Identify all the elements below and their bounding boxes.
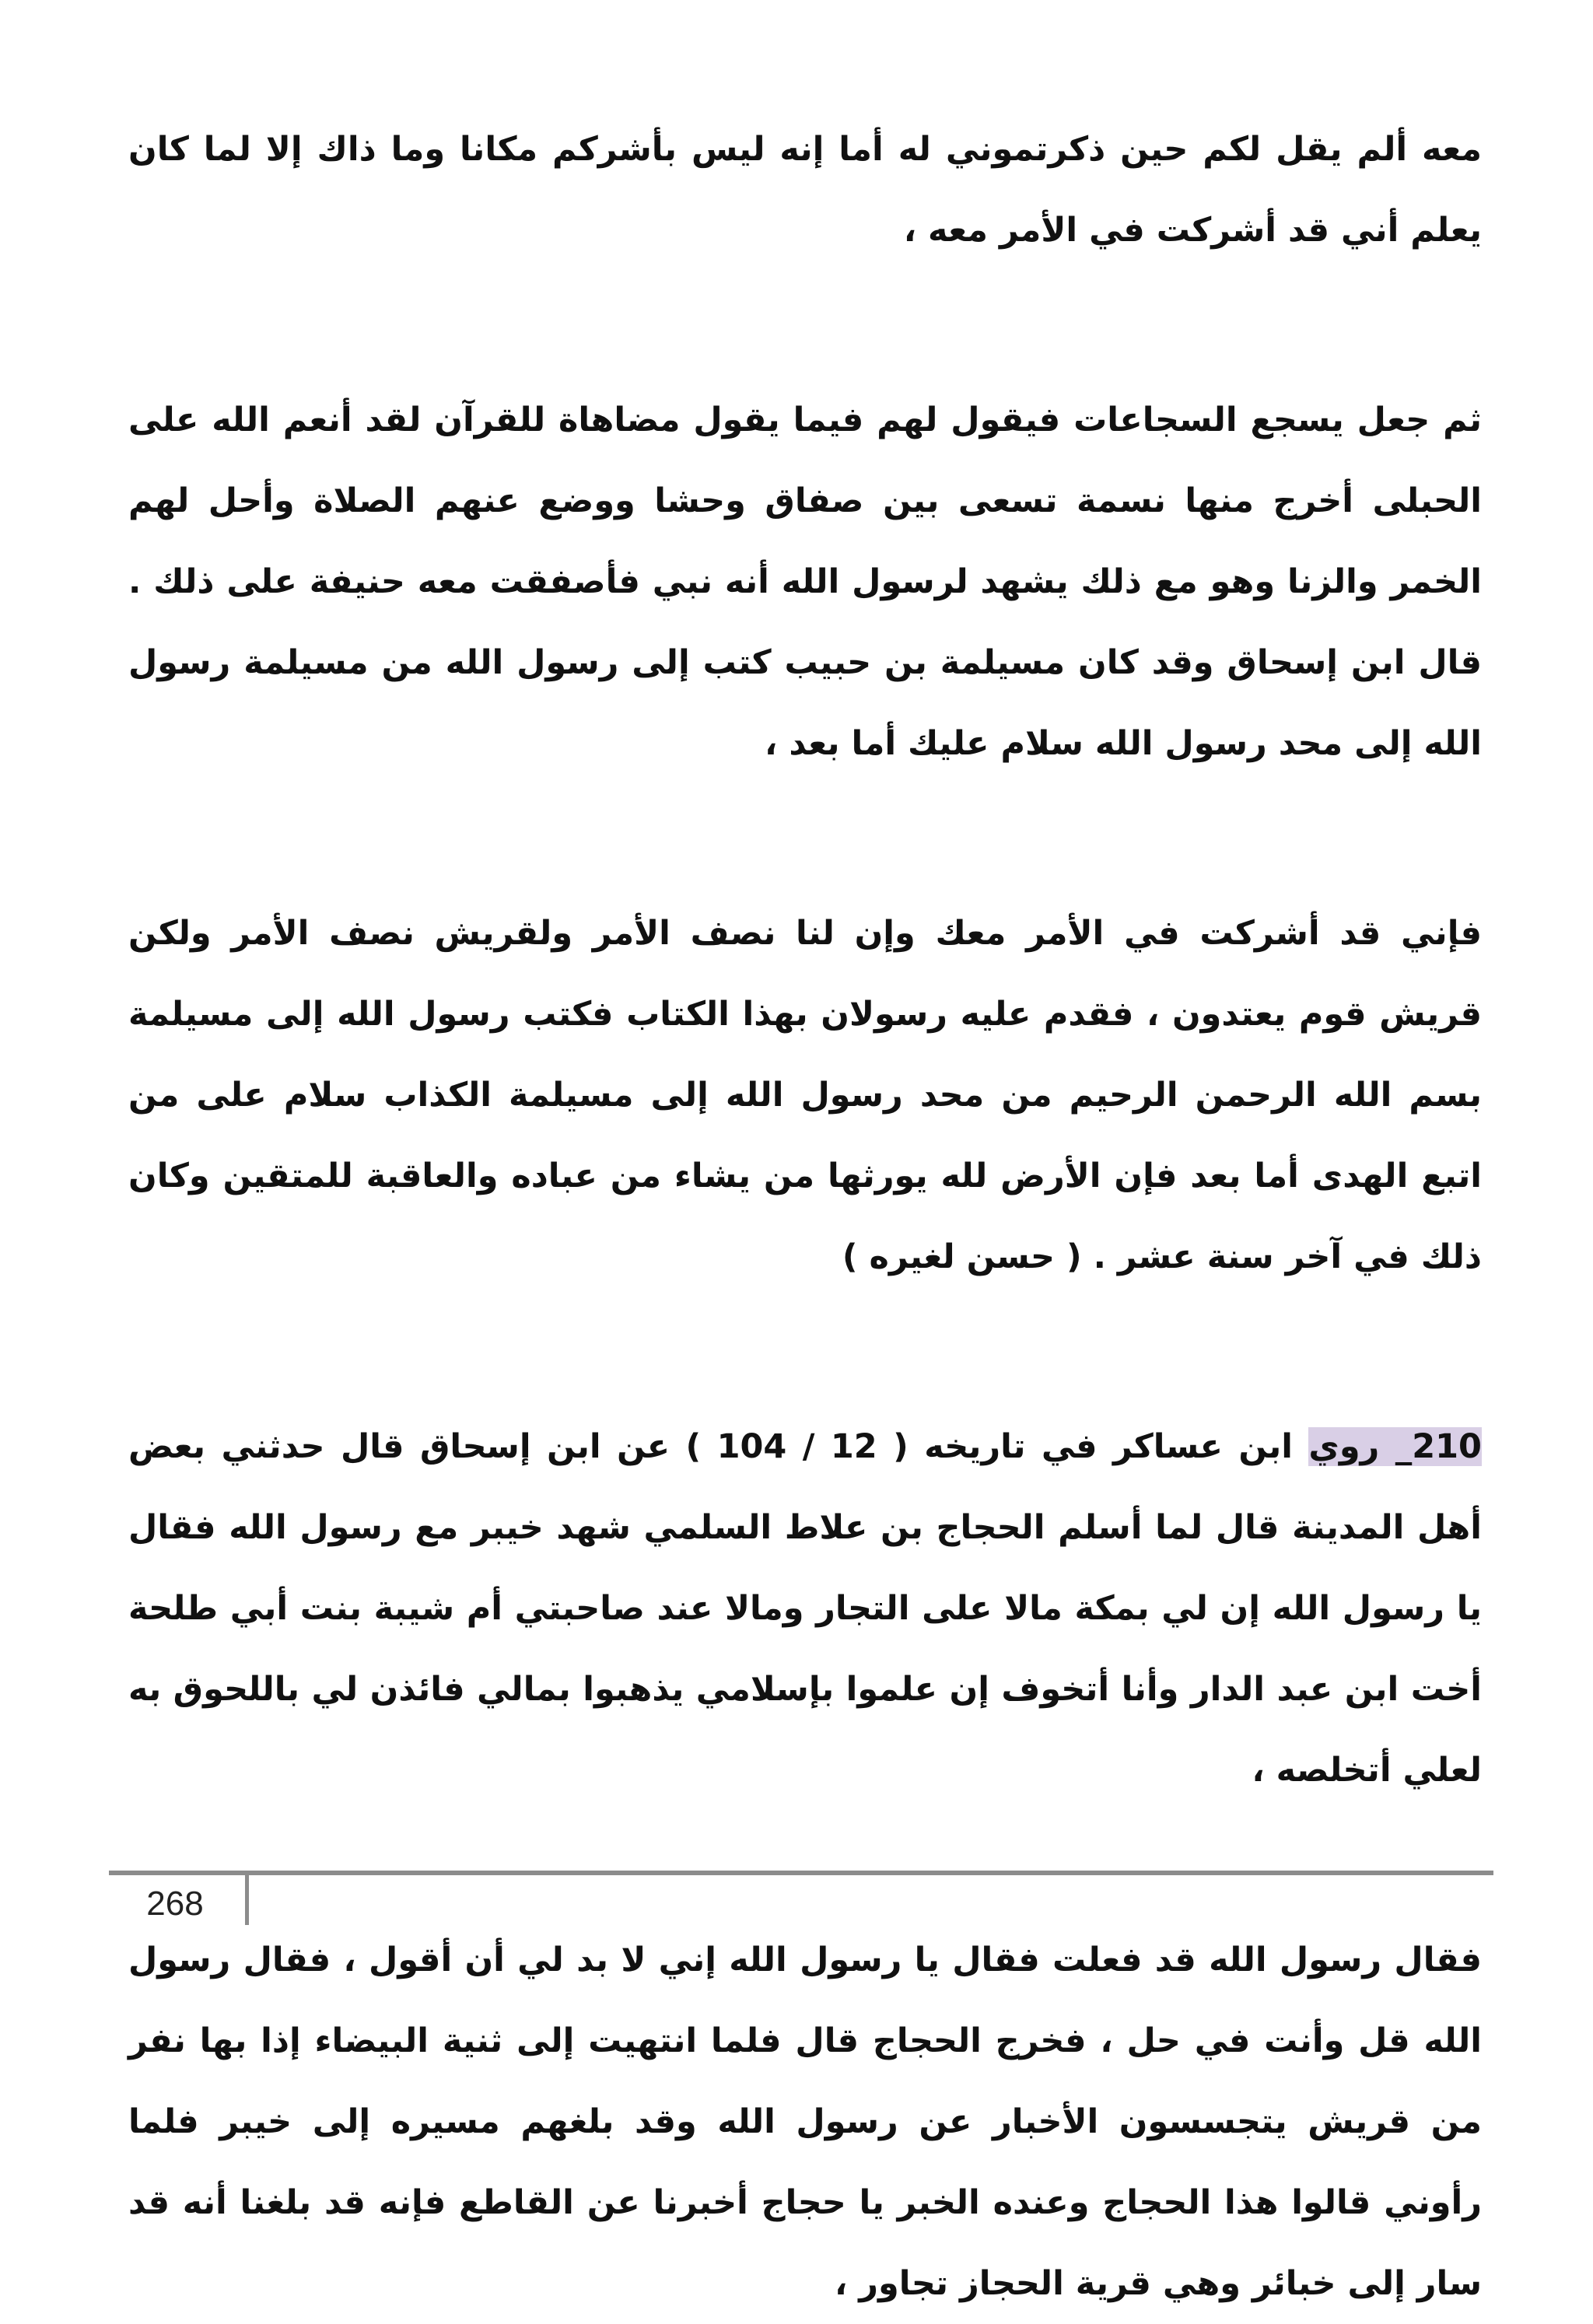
paragraph-3-text: فإني قد أشركت في الأمر معك وإن لنا نصف الأمر ولقريش نصف الأمر ولكن قريش قوم يعتدون ، فقدم عليه رسولان بهذا الكتاب فكتب رسول الله إلى مسيلمة بسم الله الرحمن الرحيم من محد رسول الله إلى مسيلمة الكذاب سلام على من اتبع الهدى أما بعد فإن الأرض لله يورثها من يشاء من عباده والعاقبة للمتقين وكان ذلك في آخر سنة عشر . ( حسن لغيره )	[128, 914, 1482, 1276]
footer-rule	[109, 1871, 1493, 1875]
paragraph-5-text: فقال رسول الله قد فعلت فقال يا رسول الله إني لا بد لي أن أقول ، فقال رسول الله قل وأنت في حل ، فخرج الحجاج قال فلما انتهيت إلى ثنية البيضاء إذا بها نفر من قريش يتجسسون الأخبار عن رسول الله وقد بلغهم مسيره إلى خيبر فلما رأوني قالوا هذا الحجاج وعنده الخبر يا حجاج أخبرنا عن القاطع فإنه قد بلغنا أنه قد سار إلى خبائر وهي قرية الحجاز تجاور ،	[128, 1941, 1482, 2303]
hadith-number-highlight: 210_ روي	[1308, 1427, 1482, 1466]
paragraph-4-text: ابن عساكر في تاريخه ( 12 / 104 ) عن ابن إسحاق قال حدثني بعض أهل المدينة قال لما أسلم الحجاج بن علاط السلمي شهد خيبر مع رسول الله فقال يا رسول الله إن لي بمكة مالا على التجار ومالا عند صاحبتي أم شيبة بنت أبي طلحة أخت ابن عبد الدار وأنا أتخوف إن علموا بإسلامي يذهبوا بمالي فائذن لي باللحوق به لعلي أتخلصه ،	[128, 1427, 1482, 1790]
paragraph-3	[128, 893, 1482, 1297]
page-number: 268	[146, 1885, 204, 1923]
paragraph-4	[128, 1406, 1482, 1811]
paragraph-2	[128, 380, 1482, 784]
page-body	[128, 109, 1482, 2324]
paragraph-1	[128, 109, 1482, 271]
paragraph-5	[128, 1920, 1482, 2324]
footer-divider-tick	[245, 1871, 249, 1925]
paragraph-2-text: ثم جعل يسجع السجاعات فيقول لهم فيما يقول مضاهاة للقرآن لقد أنعم الله على الحبلى أخرج منها نسمة تسعى بين صفاق وحشا ووضع عنهم الصلاة وأحل لهم الخمر والزنا وهو مع ذلك يشهد لرسول الله أنه نبي فأصفقت معه حنيفة على ذلك . قال ابن إسحاق وقد كان مسيلمة بن حبيب كتب إلى رسول الله من مسيلمة رسول الله إلى محد رسول الله سلام عليك أما بعد ،	[128, 401, 1482, 763]
paragraph-1-text: معه ألم يقل لكم حين ذكرتموني له أما إنه ليس بأشركم مكانا وما ذاك إلا لما كان يعلم أني قد أشركت في الأمر معه ،	[128, 130, 1482, 250]
